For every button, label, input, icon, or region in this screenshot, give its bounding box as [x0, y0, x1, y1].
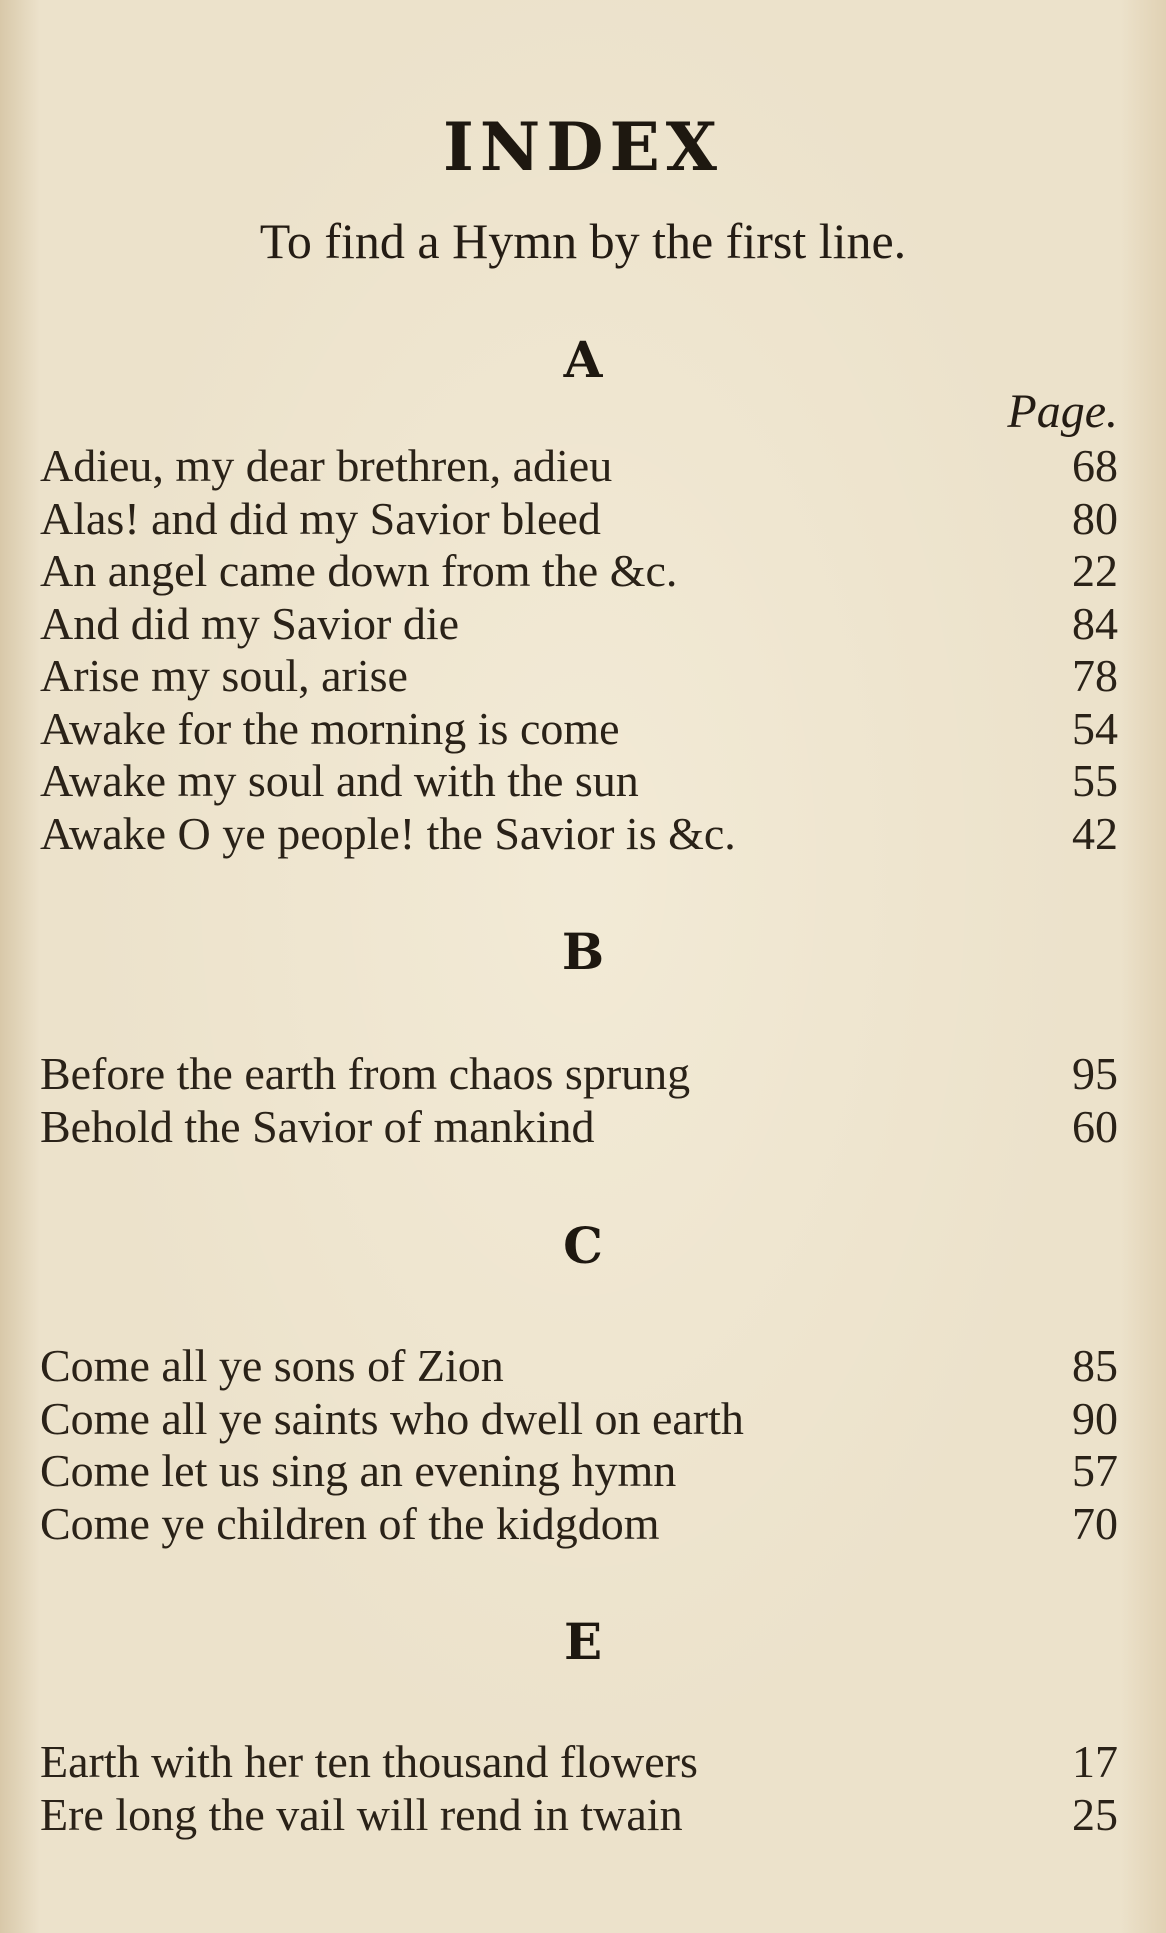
- section-a-list: [40, 440, 1118, 860]
- page-number: 60: [1072, 1100, 1118, 1152]
- section-letter-b: B: [561, 922, 605, 981]
- first-line: And did my Savior die: [40, 597, 460, 649]
- index-entry: [40, 1498, 1118, 1551]
- index-title: INDEX: [443, 108, 723, 186]
- page-number: 22: [1072, 545, 1118, 596]
- section-c-list: [40, 1340, 1118, 1550]
- index-entry: [40, 598, 1118, 651]
- first-line: Awake O ye people! the Savior is &c.: [40, 807, 736, 859]
- first-line: Awake my soul and with the sun: [40, 755, 639, 806]
- first-line: Come let us sing an evening hymn: [40, 1445, 677, 1496]
- page-number: 84: [1072, 597, 1118, 649]
- page-number: 70: [1072, 1497, 1118, 1549]
- first-line: Come all ye sons of Zion: [40, 1340, 504, 1391]
- index-entry: [40, 1340, 1118, 1393]
- index-entry: [40, 755, 1118, 808]
- index-entry: [40, 1445, 1118, 1498]
- section-b-list: [40, 1048, 1118, 1153]
- first-line: Come ye children of the kidgdom: [40, 1497, 660, 1549]
- index-subtitle: To find a Hymn by the first line.: [259, 213, 907, 269]
- page-number: 95: [1072, 1048, 1118, 1099]
- index-entry: [40, 1393, 1118, 1446]
- page-number: 80: [1072, 492, 1118, 544]
- page-number: 17: [1072, 1736, 1118, 1787]
- first-line: Alas! and did my Savior bleed: [40, 492, 601, 544]
- index-entry: [40, 650, 1118, 703]
- section-letter-c: C: [563, 1216, 603, 1275]
- page-number: 54: [1072, 702, 1118, 754]
- index-entry: [40, 440, 1118, 493]
- page-number: 78: [1072, 650, 1118, 701]
- section-e-list: [40, 1736, 1118, 1841]
- index-entry: [40, 493, 1118, 546]
- first-line: Arise my soul, arise: [40, 650, 408, 701]
- index-entry: [40, 1789, 1118, 1842]
- first-line: An angel came down from the &c.: [40, 545, 678, 596]
- first-line: Behold the Savior of mankind: [40, 1100, 595, 1152]
- page-number: 57: [1072, 1445, 1118, 1496]
- index-entry: [40, 808, 1118, 861]
- index-entry: [40, 1101, 1118, 1154]
- index-entry: [40, 545, 1118, 598]
- first-line: Earth with her ten thousand flowers: [40, 1736, 698, 1787]
- page-number: 42: [1072, 807, 1118, 859]
- index-entry: [40, 1736, 1118, 1789]
- index-entry: [40, 1048, 1118, 1101]
- first-line: Adieu, my dear brethren, adieu: [40, 440, 613, 491]
- page-column-label: Page.: [1007, 385, 1118, 438]
- page-number: 90: [1072, 1392, 1118, 1444]
- first-line: Come all ye saints who dwell on earth: [40, 1392, 744, 1444]
- first-line: Before the earth from chaos sprung: [40, 1048, 691, 1099]
- index-entry: [40, 703, 1118, 756]
- section-letter-a: A: [563, 330, 603, 389]
- page-number: 25: [1072, 1788, 1118, 1840]
- page-number: 55: [1072, 755, 1118, 806]
- section-letter-e: E: [563, 1612, 603, 1671]
- page-number: 85: [1072, 1340, 1118, 1391]
- first-line: Ere long the vail will rend in twain: [40, 1788, 683, 1840]
- page-number: 68: [1072, 440, 1118, 491]
- first-line: Awake for the morning is come: [40, 702, 620, 754]
